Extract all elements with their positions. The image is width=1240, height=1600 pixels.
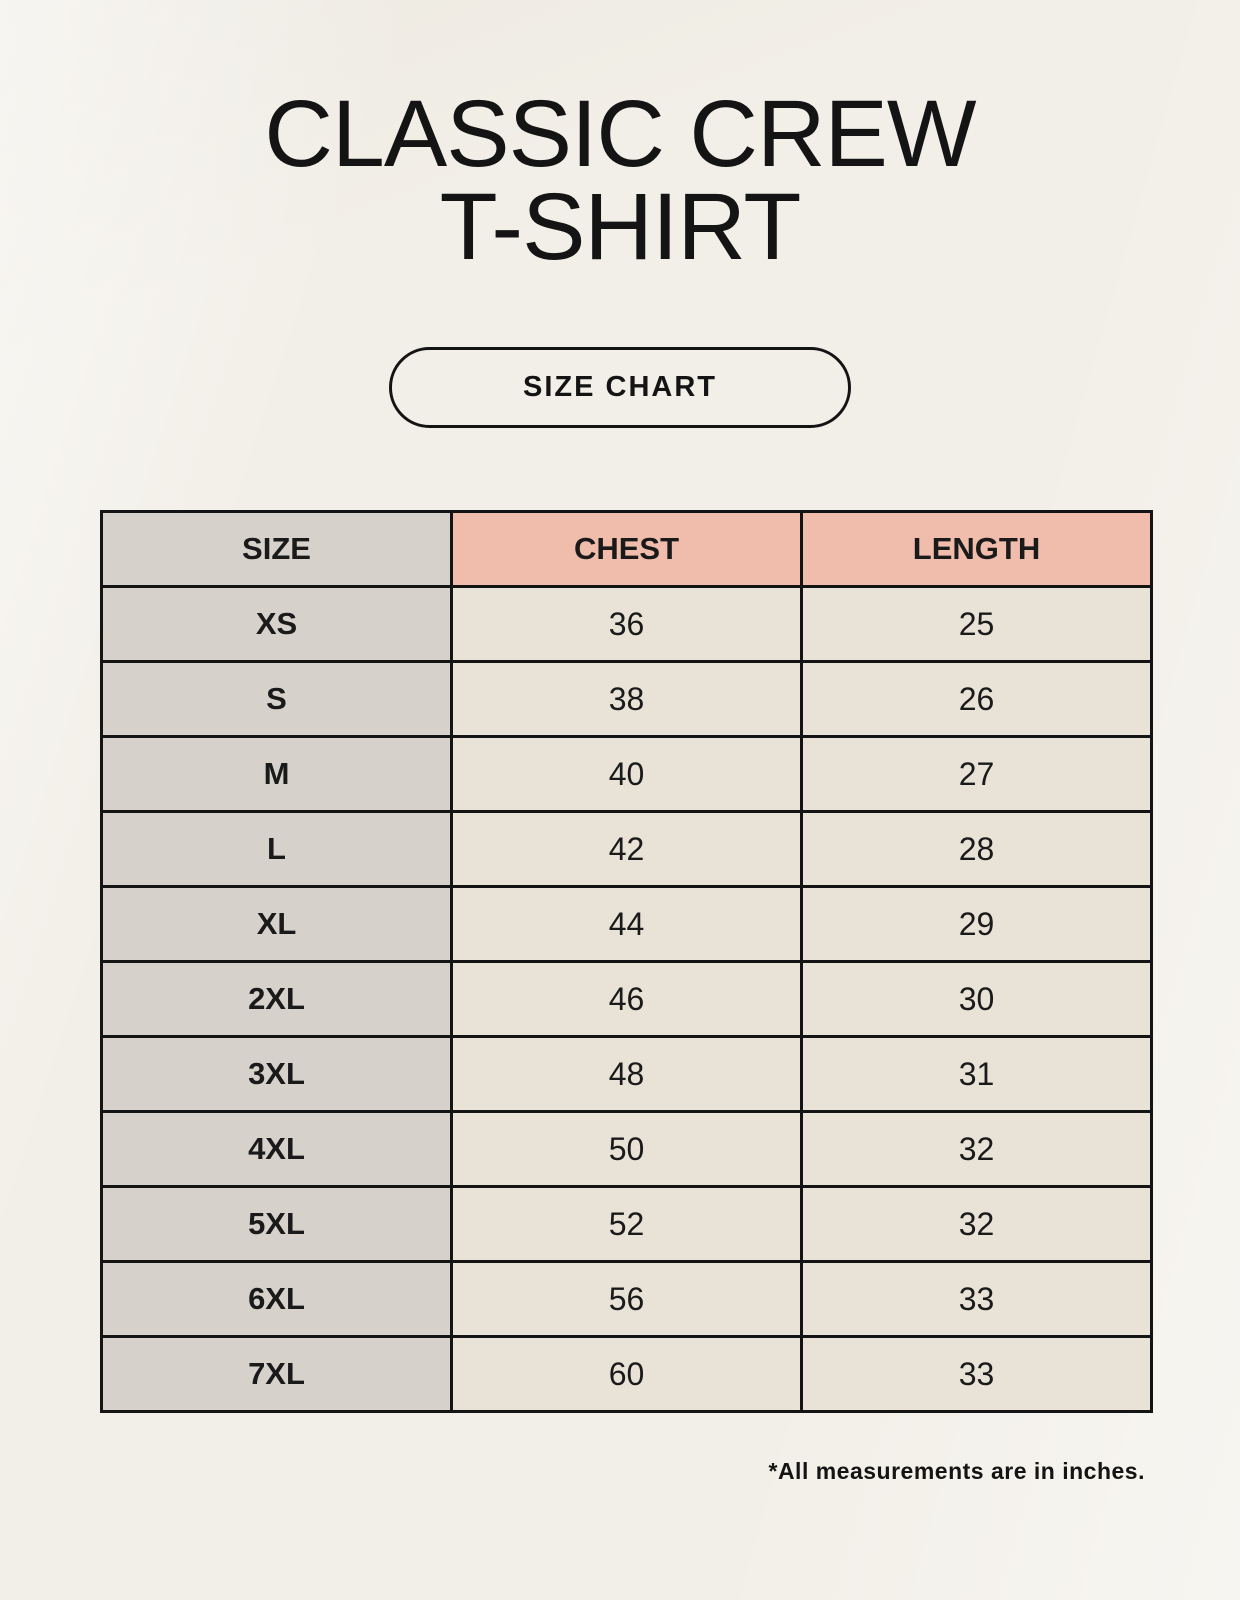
chest-cell: 42	[452, 812, 802, 887]
size-chart-table-container	[100, 510, 1153, 1413]
table-row	[102, 1337, 1152, 1412]
size-cell: 3XL	[102, 1037, 452, 1112]
size-cell: XS	[102, 587, 452, 662]
size-chart-table	[100, 510, 1153, 1413]
size-cell: 6XL	[102, 1262, 452, 1337]
chest-cell: 56	[452, 1262, 802, 1337]
table-header	[102, 512, 1152, 587]
length-cell: 33	[802, 1262, 1152, 1337]
length-cell: 32	[802, 1112, 1152, 1187]
chest-cell: 36	[452, 587, 802, 662]
chest-cell: 38	[452, 662, 802, 737]
length-cell: 33	[802, 1337, 1152, 1412]
length-cell: 32	[802, 1187, 1152, 1262]
size-chart-badge	[389, 347, 851, 428]
length-cell: 28	[802, 812, 1152, 887]
length-cell: 31	[802, 1037, 1152, 1112]
size-cell: M	[102, 737, 452, 812]
chest-cell: 46	[452, 962, 802, 1037]
table-body	[102, 587, 1152, 1412]
table-row	[102, 887, 1152, 962]
chest-cell: 50	[452, 1112, 802, 1187]
table-header-row	[102, 512, 1152, 587]
length-cell: 30	[802, 962, 1152, 1037]
size-cell: S	[102, 662, 452, 737]
column-header-chest: CHEST	[452, 512, 802, 587]
table-row	[102, 962, 1152, 1037]
size-cell: 4XL	[102, 1112, 452, 1187]
page-title-line1: CLASSIC CREW	[264, 81, 976, 187]
column-header-length: LENGTH	[802, 512, 1152, 587]
size-chart-badge-label: SIZE CHART	[523, 371, 717, 403]
size-cell: 7XL	[102, 1337, 452, 1412]
page-title-line2: T-SHIRT	[439, 174, 801, 280]
table-row	[102, 1112, 1152, 1187]
table-row	[102, 587, 1152, 662]
table-row	[102, 1262, 1152, 1337]
table-row	[102, 1187, 1152, 1262]
size-cell: 2XL	[102, 962, 452, 1037]
table-row	[102, 662, 1152, 737]
table-row	[102, 737, 1152, 812]
table-row	[102, 812, 1152, 887]
chest-cell: 48	[452, 1037, 802, 1112]
size-cell: L	[102, 812, 452, 887]
length-cell: 27	[802, 737, 1152, 812]
size-cell: 5XL	[102, 1187, 452, 1262]
chest-cell: 60	[452, 1337, 802, 1412]
length-cell: 25	[802, 587, 1152, 662]
chest-cell: 40	[452, 737, 802, 812]
size-cell: XL	[102, 887, 452, 962]
column-header-size: SIZE	[102, 512, 452, 587]
length-cell: 26	[802, 662, 1152, 737]
page-title	[0, 81, 1240, 280]
chest-cell: 44	[452, 887, 802, 962]
table-row	[102, 1037, 1152, 1112]
length-cell: 29	[802, 887, 1152, 962]
chest-cell: 52	[452, 1187, 802, 1262]
measurements-footnote: *All measurements are in inches.	[768, 1458, 1145, 1484]
